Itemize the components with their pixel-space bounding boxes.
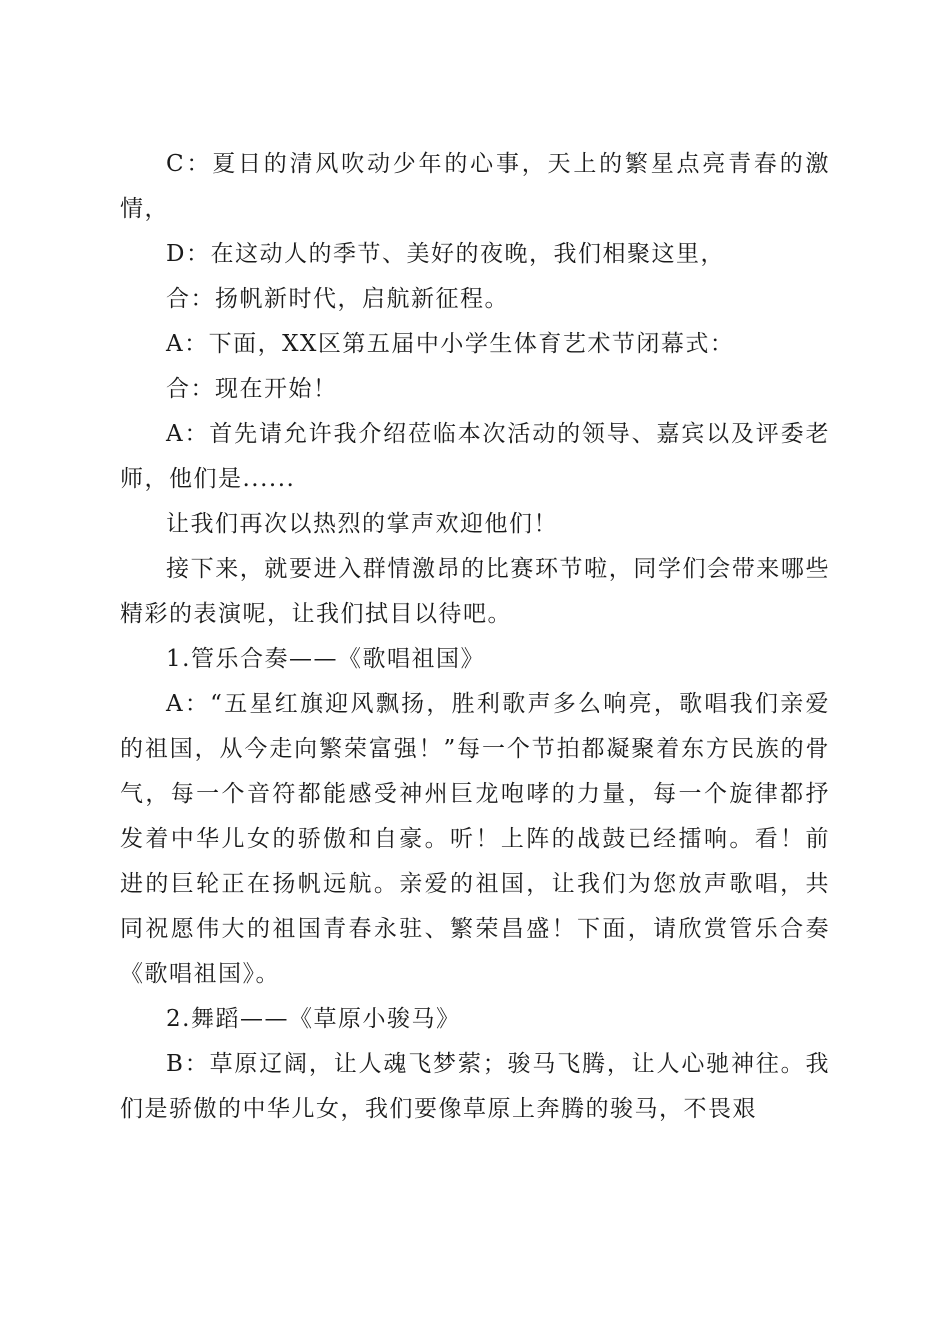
paragraph-c-summer-breeze: C：夏日的清风吹动少年的心事，天上的繁星点亮青春的激情， [120, 151, 830, 222]
paragraph-a-sing-motherland: A：“五星红旗迎风飘扬，胜利歌声多么响亮，歌唱我们亲爱的祖国，从今走向繁荣富强！”每一个节拍都凝聚着东方民族的骨气，每一个音符都能感受神州巨龙咆哮的力量，每一个旋律都抒发着中华儿女的骄傲和自豪。听！上阵的战鼓已经擂响。看！前进的巨轮正在扬帆远航。亲爱的祖国，让我们为您放声歌唱，共同祝愿伟大的祖国青春永驻、繁荣昌盛！下面，请欣赏管乐合奏《歌唱祖国》。 [120, 691, 830, 987]
paragraph-together-new-era: 合：扬帆新时代，启航新征程。 [166, 286, 509, 312]
program-item-1-heading: 1.管乐合奏——《歌唱祖国》 [166, 646, 485, 672]
paragraph-together-start: 合：现在开始！ [166, 376, 338, 402]
paragraph-b-grassland: B：草原辽阔，让人魂飞梦萦；骏马飞腾，让人心驰神往。我们是骄傲的中华儿女，我们要像草原上奔腾的骏马，不畏艰 [120, 1051, 830, 1122]
paragraph-a-closing-ceremony: A：下面，XX区第五届中小学生体育艺术节闭幕式： [166, 331, 735, 357]
document-body [120, 142, 830, 1132]
program-item-2-heading: 2.舞蹈——《草原小骏马》 [166, 1006, 461, 1032]
paragraph-competition-intro: 接下来，就要进入群情激昂的比赛环节啦，同学们会带来哪些精彩的表演呢，让我们拭目以待吧。 [120, 556, 830, 627]
paragraph-welcome-applause: 让我们再次以热烈的掌声欢迎他们！ [166, 511, 558, 537]
paragraph-a-introduce-guests: A：首先请允许我介绍莅临本次活动的领导、嘉宾以及评委老师，他们是...... [120, 421, 830, 492]
paragraph-d-gathering: D：在这动人的季节、美好的夜晚，我们相聚这里， [166, 241, 725, 267]
